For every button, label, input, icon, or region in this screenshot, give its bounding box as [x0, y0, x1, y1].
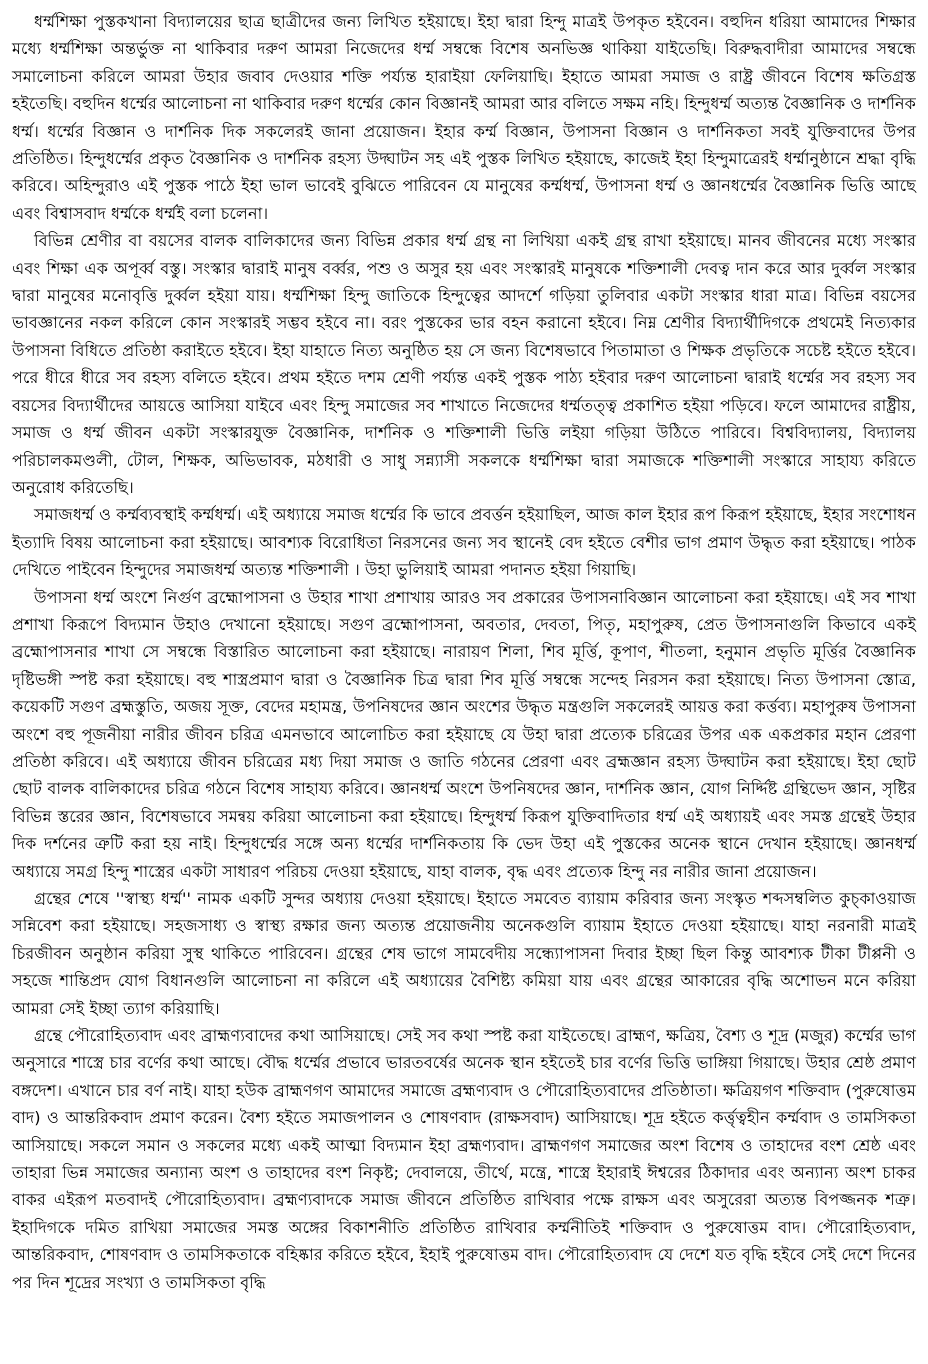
paragraph-3: সমাজধর্ম্ম ও কর্ম্মব্যবস্থাই কর্ম্মধর্ম্ম। এই অধ্যায়ে সমাজ ধর্ম্মের কি ভাবে প্রবর্ত্তন হইয়াছিল, আজ কাল ইহার রূপ কিরূপ হইয়াছে, ইহার সংশোধন ইত্যাদি বিষয় আলোচনা করা হইয়াছে। আবশ্যক বিরোধিতা নিরসনের জন্য সব স্থানেই বেদ হইতে বেশীর ভাগ প্রমাণ উদ্ধৃত করা হইয়াছে। পাঠক দেখিতে পাইবেন হিন্দুদের সমাজধর্ম্ম অত্যন্ত শক্তিশালী । উহা ভুলিয়াই আমরা পদানত হইয়া গিয়াছি। [12, 505, 916, 580]
paragraph-2: বিভিন্ন শ্রেণীর বা বয়সের বালক বালিকাদের জন্য বিভিন্ন প্রকার ধর্ম্ম গ্রন্থ না লিখিয়া একই গ্রন্থ রাখা হইয়াছে। মানব জীবনের মধ্যে সংস্কার এবং শিক্ষা এক অপূর্ব্ব বস্তু। সংস্কার দ্বারাই মানুষ বর্ব্বর, পশু ও অসুর হয় এবং সংস্কারই মানুষকে শক্তিশালী দেবত্ব দান করে আর দুর্ব্বল সংস্কার দ্বারা মানুষের মনোবৃত্তি দুর্ব্বল হইয়া যায়। ধর্ম্মশিক্ষা হিন্দু জাতিকে হিন্দুত্বের আদর্শে গড়িয়া তুলিবার একটা সংস্কার ধারা মাত্র। বিভিন্ন বয়সের ভাবজ্ঞানের নকল করিলে কোন সংস্কারই সম্ভব হইবে না। বরং পুস্তকের ভার বহন করানো হইবে। নিম্ন শ্রেণীর বিদ্যার্থীদিগকে প্রথমেই নিত্যকার উপাসনা বিধিতে প্রতিষ্ঠা করাইতে হইবে। ইহা যাহাতে নিত্য অনুষ্ঠিত হয় সে জন্য বিশেষভাবে পিতামাতা ও শিক্ষক প্রভৃতিকে সচেষ্ট হইতে হইবে। পরে ধীরে ধীরে সব রহস্য বলিতে হইবে। প্রথম হইতে দশম শ্রেণী পর্য্যন্ত একই পুস্তক পাঠ্য হইবার দরুণ আলোচনা দ্বারাই ধর্ম্মের সব রহস্য সব বয়সের বিদ্যার্থীদের আয়ত্তে আসিয়া যাইবে এবং হিন্দু সমাজের সব শাখাতে নিজেদের ধর্ম্মতত্ত্ব প্রকাশিত হইয়া পড়িবে। ফলে আমাদের রাষ্ট্রীয়, সমাজ ও ধর্ম্ম জীবন একটা সংস্কারযুক্ত বৈজ্ঞানিক, দার্শনিক ও শক্তিশালী ভিত্তি লইয়া গড়িয়া উঠিতে পারিবে। বিশ্ববিদ্যালয়, বিদ্যালয় পরিচালকমণ্ডলী, টোল, শিক্ষক, অভিভাবক, মঠধারী ও সাধু সন্ন্যাসী সকলকে ধর্ম্মশিক্ষা দ্বারা সমাজকে শক্তিশালী সংস্কারে সাহায্য করিতে অনুরোধ করিতেছি। [12, 231, 916, 497]
paragraph-6: গ্রন্থে পৌরোহিত্যবাদ এবং ব্রাহ্মণ্যবাদের কথা আসিয়াছে। সেই সব কথা স্পষ্ট করা যাইতেছে। ব্রাহ্মণ, ক্ষত্রিয়, বৈশ্য ও শূদ্র (মজুর) কর্ম্মের ভাগ অনুসারে শাস্ত্রে চার বর্ণের কথা আছে। বৌদ্ধ ধর্ম্মের প্রভাবে ভারতবর্ষের অনেক স্থান হইতেই চার বর্ণের ভিত্তি ভাঙ্গিয়া গিয়াছে। উহার শ্রেষ্ঠ প্রমাণ বঙ্গদেশ। এখানে চার বর্ণ নাই। যাহা হউক ব্রাহ্মণগণ আমাদের সমাজে ব্রহ্মণ্যবাদ ও পৌরোহিত্যবাদের প্রতিষ্ঠাতা। ক্ষত্রিয়গণ শক্তিবাদ (পুরুষোত্তম বাদ) ও আন্তরিকবাদ প্রমাণ করেন। বৈশ্য হইতে সমাজপালন ও শোষণবাদ (রাক্ষসবাদ) আসিয়াছে। শূদ্র হইতে কর্ত্তৃত্বহীন কর্ম্মবাদ ও তামসিকতা আসিয়াছে। সকলে সমান ও সকলের মধ্যে একই আত্মা বিদ্যমান ইহা ব্রহ্মণ্যবাদ। ব্রাহ্মণগণ সমাজের অংশ বিশেষ ও তাহাদের বংশ শ্রেষ্ঠ এবং তাহারা ভিন্ন সমাজের অন্যান্য অংশ ও তাহাদের বংশ নিকৃষ্ট; দেবালয়ে, তীর্থে, মন্ত্রে, শাস্ত্রে ইহারাই ঈশ্বরের ঠিকাদার এবং অন্যান্য অংশ চাকর বাকর এইরূপ মতবাদই পৌরোহিত্যবাদ। ব্রহ্মণ্যবাদকে সমাজ জীবনে প্রতিষ্ঠিত রাখিবার পক্ষে রাক্ষস এবং অসুরেরা অত্যন্ত বিপজ্জনক শত্রু। ইহাদিগকে দমিত রাখিয়া সমাজের সমস্ত অঙ্গের বিকাশনীতি প্রতিষ্ঠিত রাখিবার কর্ম্মনীতিই শক্তিবাদ ও পুরুষোত্তম বাদ। পৌরোহিত্যবাদ, আন্তরিকবাদ, শোষণবাদ ও তামসিকতাকে বহিষ্কার করিতে হইবে, ইহাই পুরুষোত্তম বাদ। পৌরোহিত্যবাদ যে দেশে যত বৃদ্ধি হইবে সেই দেশে দিনের পর দিন শূদ্রের সংখ্যা ও তামসিকতা বৃদ্ধি [12, 1026, 916, 1292]
paragraph-5: গ্রন্থের শেষে ''স্বাস্থ্য ধর্ম্ম'' নামক একটি সুন্দর অধ্যায় দেওয়া হইয়াছে। ইহাতে সমবেত ব্যায়াম করিবার জন্য সংস্কৃত শব্দসম্বলিত কুচ্কাওয়াজ সন্নিবেশ করা হইয়াছে। সহজসাধ্য ও স্বাস্থ্য রক্ষার জন্য অত্যন্ত প্রয়োজনীয় অনেকগুলি ব্যায়াম ইহাতে দেওয়া হইয়াছে। যাহা নরনারী মাত্রই চিরজীবন অনুষ্ঠান করিয়া সুস্থ থাকিতে পারিবেন। গ্রন্থের শেষ ভাগে সামবেদীয় সন্ধ্যোপাসনা দিবার ইচ্ছা ছিল কিন্তু আবশ্যক টীকা টীপ্পনী ও সহজে শান্তিপ্রদ যোগ বিধানগুলি আলোচনা না করিলে এই অধ্যায়ের বৈশিষ্ট্য কমিয়া যায় এবং গ্রন্থের আকারের বৃদ্ধি অশোভন মনে করিয়া আমরা সেই ইচ্ছা ত্যাগ করিয়াছি। [12, 889, 916, 1018]
paragraph-4: উপাসনা ধর্ম্ম অংশে নির্গুণ ব্রহ্মোপাসনা ও উহার শাখা প্রশাখায় আরও সব প্রকারের উপাসনাবিজ্ঞান আলোচনা করা হইয়াছে। এই সব শাখা প্রশাখা কিরূপে বিদ্যমান উহাও দেখানো হইয়াছে। সগুণ ব্রহ্মোপাসনা, অবতার, দেবতা, পিতৃ, মহাপুরুষ, প্রেত উপাসনাগুলি কিভাবে একই ব্রহ্মোপাসনার শাখা সে সম্বন্ধে বিস্তারিত আলোচনা করা হইয়াছে। নারায়ণ শিলা, শিব মূর্ত্তি, কূপাণ, শীতলা, হনুমান প্রভৃতি মূর্ত্তির বৈজ্ঞানিক দৃষ্টিভঙ্গী স্পষ্ট করা হইয়াছে। বহু শাস্ত্রপ্রমাণ দ্বারা ও বৈজ্ঞানিক চিত্র দ্বারা শিব মূর্ত্তি সম্বন্ধে সন্দেহ নিরসন করা হইয়াছে। নিত্য উপাসনা স্তোত্র, কয়েকটি সগুণ ব্রহ্মস্তুতি, অজয় সূক্ত, বেদের মহামন্ত্র, উপনিষদের জ্ঞান অংশের উদ্ধৃত মন্ত্রগুলি সকলেরই আয়ত্ত করা কর্ত্তব্য। মহাপুরুষ উপাসনা অংশে বহু পূজনীয়া নারীর জীবন চরিত্র এমনভাবে আলোচিত করা হইয়াছে যে উহা দ্বারা প্রত্যেক চরিত্রের উপর এক একপ্রকার মহান প্রেরণা প্রতিষ্ঠা করিবে। এই অধ্যায়ে জীবন চরিত্রের মধ্য দিয়া সমাজ ও জাতি গঠনের প্রেরণা এবং ব্রহ্মজ্ঞান রহস্য উদ্ঘাটন করা হইয়াছে। ইহা ছোট ছোট বালক বালিকাদের চরিত্র গঠনে বিশেষ সাহায্য করিবে। জ্ঞানধর্ম্ম অংশে উপনিষদের জ্ঞান, দার্শনিক জ্ঞান, যোগ নির্দ্দিষ্ট গ্রন্থিভেদ জ্ঞান, সৃষ্টির বিভিন্ন স্তরের জ্ঞান, বিশেষভাবে সমন্বয় করিয়া আলোচনা করা হইয়াছে। হিন্দুধর্ম্ম কিরূপ যুক্তিবাদিতার ধর্ম্ম এই অধ্যায়ই এবং সমস্ত গ্রন্থেই উহার দিক দর্শনের ত্রুটি করা হয় নাই। হিন্দুধর্ম্মের সঙ্গে অন্য ধর্ম্মের দার্শনিকতায় কি ভেদ উহা এই পুস্তকের অনেক স্থানে দেখান হইয়াছে। জ্ঞানধর্ম্ম অধ্যায়ে সমগ্র হিন্দু শাস্ত্রের একটা সাধারণ পরিচয় দেওয়া হইয়াছে, যাহা বালক, বৃদ্ধ এবং প্রত্যেক হিন্দু নর নারীর জানা প্রয়োজন। [12, 587, 916, 881]
paragraph-1: ধর্ম্মশিক্ষা পুস্তকখানা বিদ্যালয়ের ছাত্র ছাত্রীদের জন্য লিখিত হইয়াছে। ইহা দ্বারা হিন্দু মাত্রই উপকৃত হইবেন। বহুদিন ধরিয়া আমাদের শিক্ষার মধ্যে ধর্ম্মশিক্ষা অন্তর্ভুক্ত না থাকিবার দরুণ আমরা নিজেদের ধর্ম্ম সম্বন্ধে বিশেষ অনভিজ্ঞ থাকিয়া যাইতেছি। বিরুদ্ধবাদীরা আমাদের সম্বন্ধে সমালোচনা করিলে আমরা উহার জবাব দেওয়ার শক্তি পর্য্যন্ত হারাইয়া ফেলিয়াছি। ইহাতে আমরা সমাজ ও রাষ্ট্র জীবনে বিশেষ ক্ষতিগ্রস্ত হইতেছি। বহুদিন ধর্ম্মের আলোচনা না থাকিবার দরুণ ধর্ম্মের কোন বিজ্ঞানই আমরা আর বলিতে সক্ষম নহি। হিন্দুধর্ম্ম অত্যন্ত বৈজ্ঞানিক ও দার্শনিক ধর্ম্ম। ধর্ম্মের বিজ্ঞান ও দার্শনিক দিক সকলেরই জানা প্রয়োজন। ইহার কর্ম্ম বিজ্ঞান, উপাসনা বিজ্ঞান ও দার্শনিকতা সবই যুক্তিবাদের উপর প্রতিষ্ঠিত। হিন্দুধর্ম্মের প্রকৃত বৈজ্ঞানিক ও দার্শনিক রহস্য উদ্ঘাটন সহ এই পুস্তক লিখিত হইয়াছে, কাজেই ইহা হিন্দুমাত্রেরই ধর্ম্মানুষ্ঠানে শ্রদ্ধা বৃদ্ধি করিবে। অহিন্দুরাও এই পুস্তক পাঠে ইহা ভাল ভাবেই বুঝিতে পারিবেন যে মানুষের কর্ম্মধর্ম্ম, উপাসনা ধর্ম্ম ও জ্ঞানধর্ম্মের বৈজ্ঞানিক ভিত্তি আছে এবং বিশ্বাসবাদ ধর্ম্মকে ধর্ম্মই বলা চলেনা। [12, 12, 916, 223]
